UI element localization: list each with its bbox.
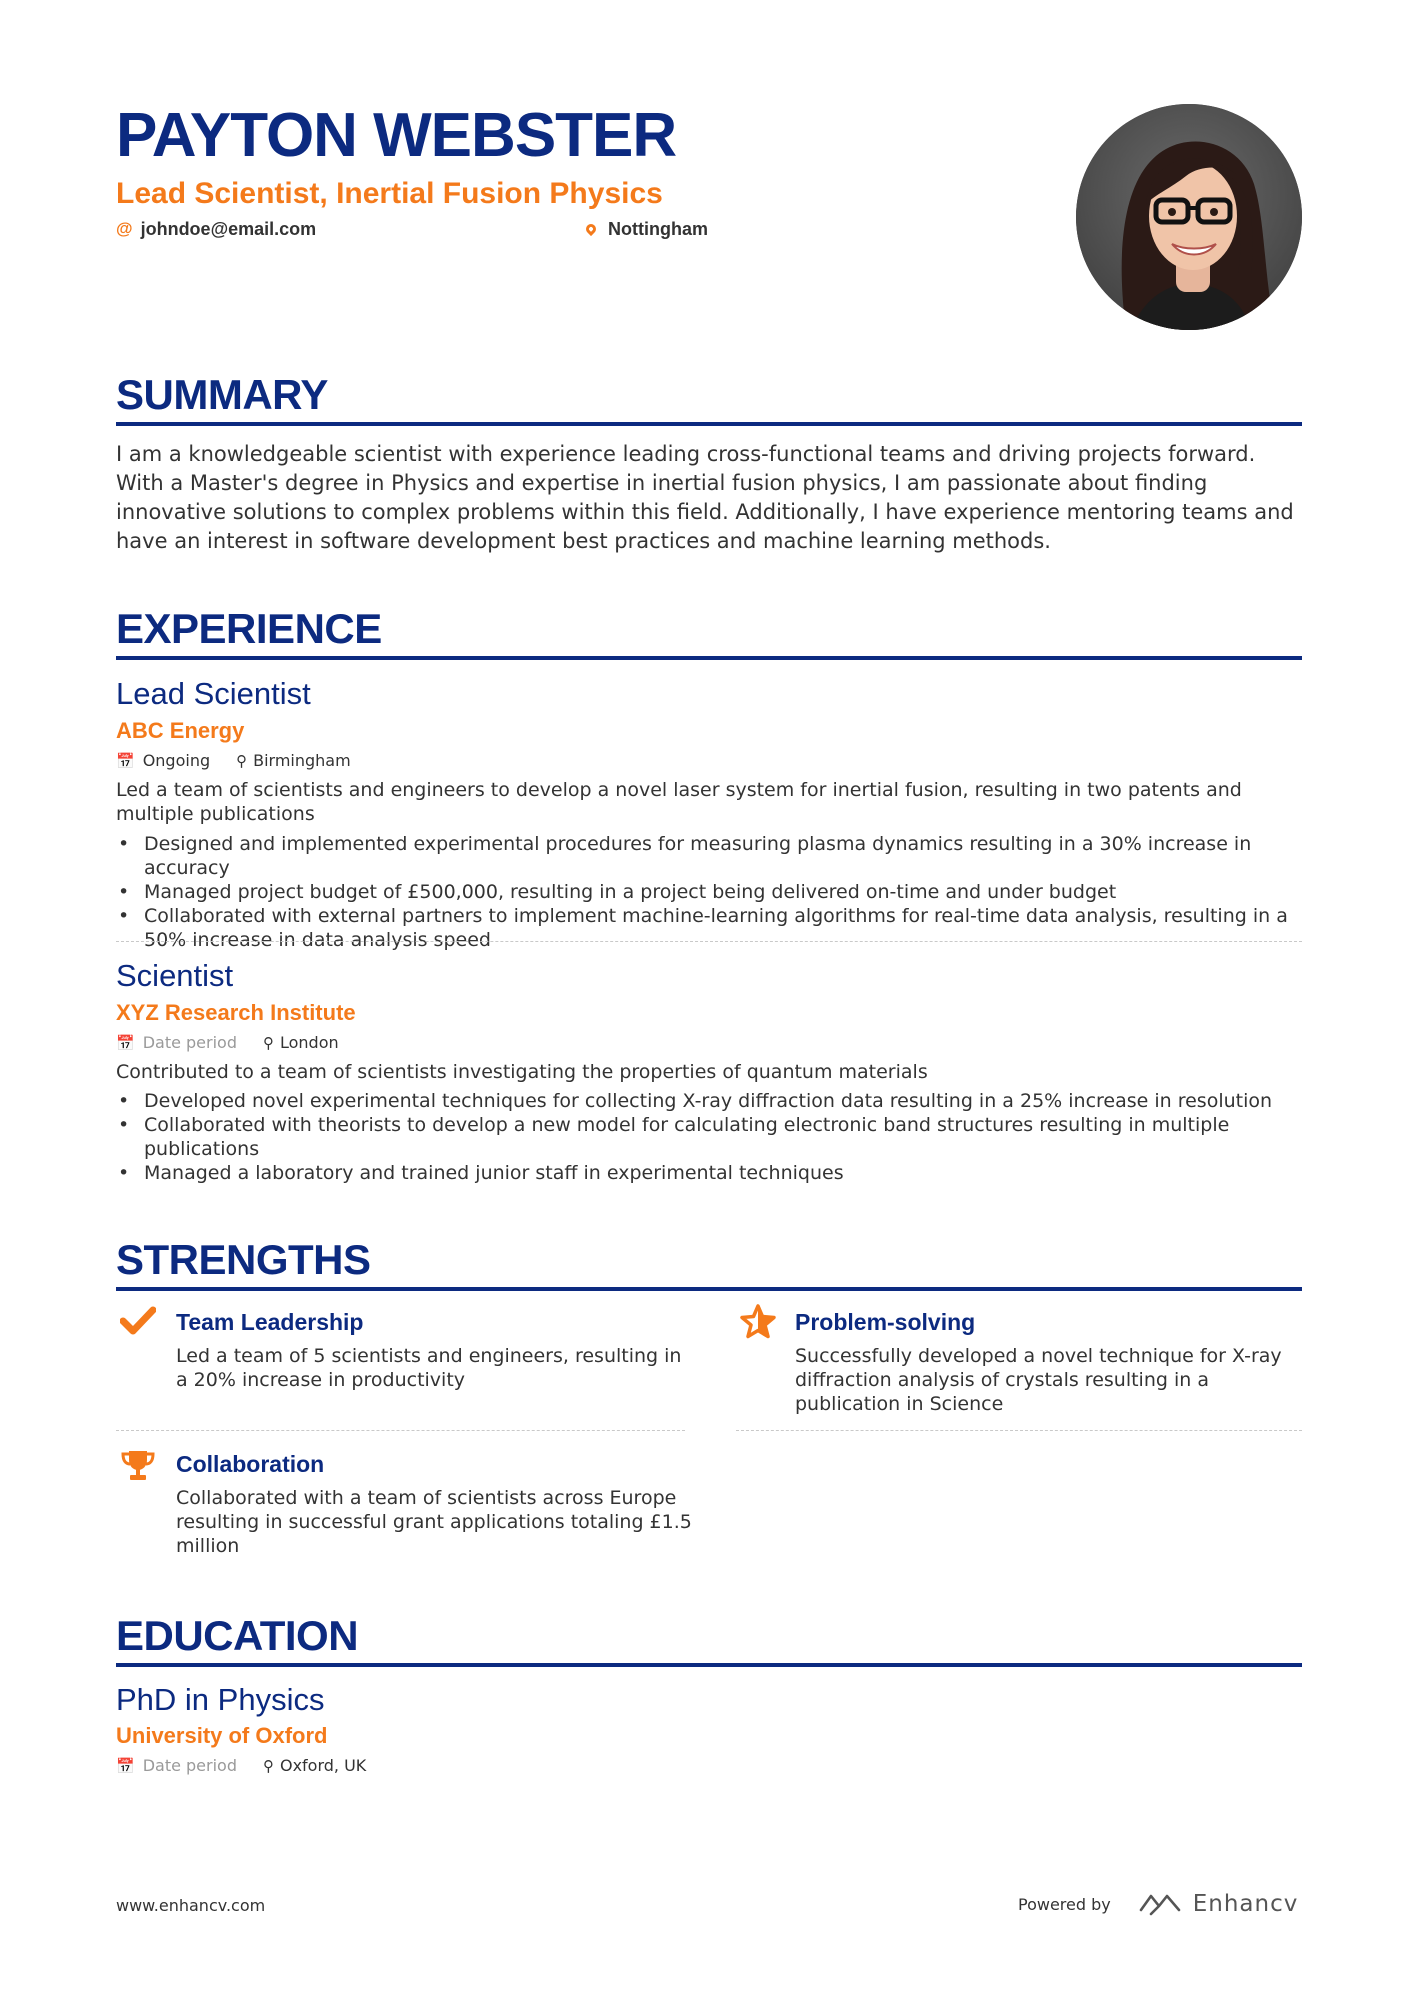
job-description: Contributed to a team of scientists investigating the properties of quantum materials bbox=[116, 1061, 928, 1083]
footer-website-link[interactable]: www.enhancv.com bbox=[116, 1896, 266, 1915]
job-company: ABC Energy bbox=[116, 718, 245, 743]
calendar-icon: 📅 bbox=[116, 1757, 135, 1775]
job-description: Led a team of scientists and engineers to develop a novel laser system for inertial fusion, resulting in two patents and multiple publications bbox=[116, 779, 1242, 825]
job-location: London bbox=[279, 1033, 339, 1052]
divider bbox=[116, 941, 1302, 942]
candidate-name: PAYTON WEBSTER bbox=[116, 101, 677, 170]
enhancv-logo bbox=[1137, 1891, 1299, 1917]
job-bullets bbox=[116, 1089, 1302, 1185]
location-pin-icon: ⚲ bbox=[236, 752, 248, 770]
location-text: Nottingham bbox=[608, 219, 708, 239]
divider bbox=[736, 1430, 1302, 1431]
job-company: XYZ Research Institute bbox=[116, 1000, 356, 1025]
job-date: Date period bbox=[142, 1033, 237, 1052]
list-item: • Designed and implemented experimental procedures for measuring plasma dynamics resulting in a 30% increase in accuracy bbox=[116, 832, 1302, 880]
list-item: • Managed a laboratory and trained junior staff in experimental techniques bbox=[116, 1161, 1302, 1185]
strengths-heading: STRENGTHS bbox=[116, 1235, 1302, 1291]
at-icon: @ bbox=[116, 219, 133, 238]
education-degree: PhD in Physics bbox=[116, 1682, 325, 1717]
strength-description: Successfully developed a novel technique for X-ray diffraction analysis of crystals resulting in a publication in Science bbox=[795, 1345, 1282, 1415]
education-heading: EDUCATION bbox=[116, 1611, 1302, 1667]
education-location: Oxford, UK bbox=[279, 1756, 367, 1775]
enhancv-logo-icon bbox=[1137, 1892, 1183, 1916]
list-item: • Managed project budget of £500,000, resulting in a project being delivered on-time and under budget bbox=[116, 880, 1302, 904]
avatar bbox=[1076, 104, 1302, 330]
calendar-icon: 📅 bbox=[116, 752, 135, 770]
email-text: johndoe@email.com bbox=[140, 219, 317, 239]
list-item: • Developed novel experimental techniques for collecting X-ray diffraction data resulting in a 25% increase in resolution bbox=[116, 1089, 1302, 1113]
location-pin-icon bbox=[584, 222, 598, 236]
job-role: Scientist bbox=[116, 958, 234, 993]
strength-title: Collaboration bbox=[176, 1451, 325, 1477]
strength-description: Led a team of 5 scientists and engineers, resulting in a 20% increase in productivity bbox=[176, 1345, 682, 1391]
experience-heading: EXPERIENCE bbox=[116, 604, 1302, 660]
powered-by-label: Powered by bbox=[1018, 1894, 1111, 1914]
job-location: Birmingham bbox=[253, 751, 351, 770]
calendar-icon: 📅 bbox=[116, 1034, 135, 1052]
summary-heading: SUMMARY bbox=[116, 370, 1302, 426]
job-role: Lead Scientist bbox=[116, 676, 311, 711]
enhancv-logo-text: Enhancv bbox=[1192, 1891, 1299, 1917]
trophy-icon bbox=[118, 1448, 158, 1489]
email-contact[interactable] bbox=[116, 216, 316, 242]
star-icon bbox=[738, 1303, 778, 1346]
job-bullets bbox=[116, 832, 1302, 952]
divider bbox=[116, 1430, 685, 1431]
candidate-title: Lead Scientist, Inertial Fusion Physics bbox=[116, 177, 663, 210]
education-meta bbox=[116, 1755, 366, 1777]
strength-description: Collaborated with a team of scientists across Europe resulting in successful grant applications totaling £1.5 million bbox=[176, 1487, 692, 1557]
location-pin-icon: ⚲ bbox=[262, 1757, 274, 1775]
list-item: • Collaborated with external partners to implement machine-learning algorithms for real-time data analysis, resulting in a 50% increase in data analysis speed bbox=[116, 904, 1302, 952]
job-date: Ongoing bbox=[142, 751, 211, 770]
job-meta bbox=[116, 750, 351, 772]
footer-branding[interactable] bbox=[1018, 1891, 1298, 1917]
checkmark-icon bbox=[118, 1306, 158, 1343]
job-meta bbox=[116, 1032, 339, 1054]
list-item: • Collaborated with theorists to develop a new model for calculating electronic band structures resulting in multiple publications bbox=[116, 1113, 1302, 1161]
education-school: University of Oxford bbox=[116, 1723, 328, 1748]
strength-title: Team Leadership bbox=[176, 1309, 364, 1335]
location-contact bbox=[586, 216, 708, 242]
education-date: Date period bbox=[142, 1756, 237, 1775]
summary-text: I am a knowledgeable scientist with experience leading cross-functional teams and driving projects forward. With a Master's degree in Physics and expertise in inertial fusion physics, I am passionate about finding innovative solutions to complex problems within this field. Additionally, I have experience mentoring teams and have an interest in software development best practices and machine learning methods. bbox=[116, 442, 1294, 553]
strength-title: Problem-solving bbox=[795, 1309, 976, 1335]
location-pin-icon: ⚲ bbox=[262, 1034, 274, 1052]
